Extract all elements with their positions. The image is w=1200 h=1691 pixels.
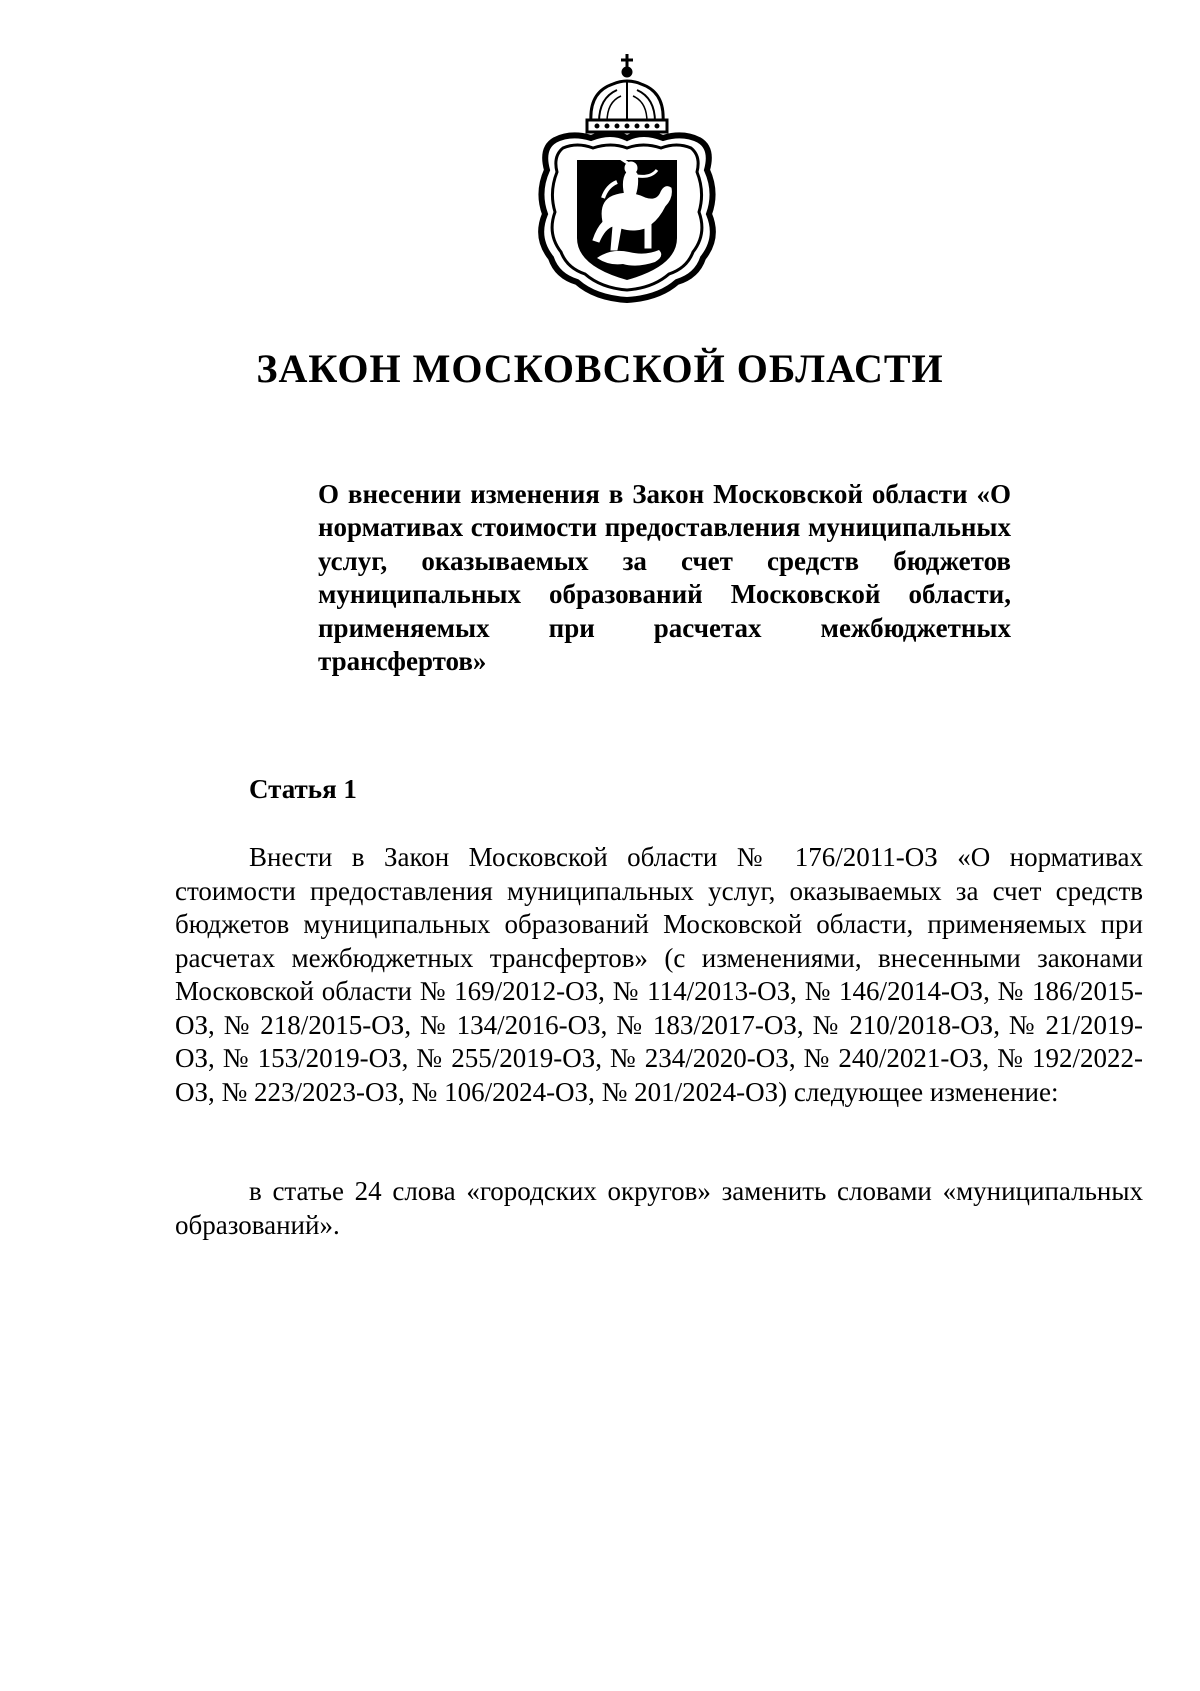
law-title: ЗАКОН МОСКОВСКОЙ ОБЛАСТИ	[256, 346, 944, 391]
article-paragraph-1-text: Внести в Закон Московской области № 176/2011-ОЗ «О нормативах стоимости предоставления муниципальных услуг, оказываемых за счет средств бюджетов муниципальных образований Московской области, применяемых при расчетах межбюджетных трансфертов» (с изменениями, внесенными законами Московской области № 169/2012-ОЗ, № 114/2013-ОЗ, № 146/2014-ОЗ, № 186/2015-ОЗ, № 218/2015-ОЗ, № 134/2016-ОЗ, № 183/2017-ОЗ, № 210/2018-ОЗ, № 21/2019-ОЗ, № 153/2019-ОЗ, № 255/2019-ОЗ, № 234/2020-ОЗ, № 240/2021-ОЗ, № 192/2022-ОЗ, № 223/2023-ОЗ, № 106/2024-ОЗ, № 201/2024-ОЗ) следующее изменение:	[175, 842, 1143, 1107]
article-paragraph-2-text: в статье 24 слова «городских округов» заменить словами «муниципальных образований».	[175, 1176, 1143, 1240]
law-subject: О внесении изменения в Закон Московской области «О нормативах стоимости предоставления муниципальных услуг, оказываемых за счет средств бюджетов муниципальных образований Московской области, применяемых при расчетах межбюджетных трансфертов»	[318, 479, 1011, 677]
article-paragraph-1	[175, 841, 1143, 1109]
article-paragraph-2	[175, 1175, 1143, 1242]
coat-of-arms-icon	[533, 52, 721, 304]
article-heading: Статья 1	[249, 774, 357, 804]
